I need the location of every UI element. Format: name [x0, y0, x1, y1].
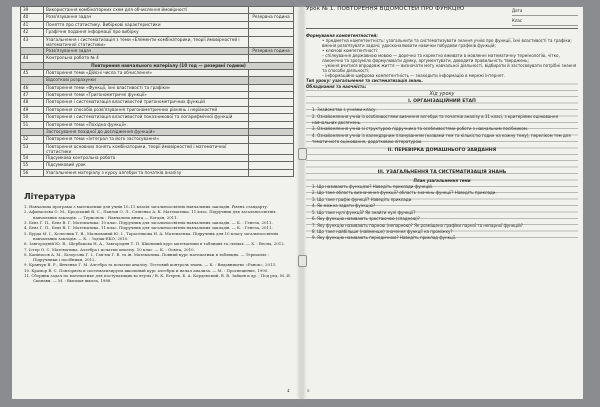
row-note	[249, 114, 294, 121]
row-number: 50	[21, 114, 44, 121]
class-field: Клас	[512, 16, 578, 26]
row-note	[249, 162, 294, 169]
row-note	[249, 129, 294, 136]
row-topic: Контрольна робота № 4	[44, 55, 249, 62]
table-row	[21, 99, 294, 106]
row-number: 54	[21, 155, 44, 162]
row-topic: Повторення теми «Функції, їхні властивості та графіки»	[44, 84, 249, 91]
row-number	[21, 129, 44, 136]
table-row	[21, 62, 294, 69]
page-number-right: 5	[307, 388, 310, 393]
table-row	[21, 136, 294, 143]
competence-line: – інформаційно-цифрова компетентність — знаходити інформацію в мережі Інтернет.	[322, 73, 506, 78]
table-row	[21, 55, 294, 62]
row-number: 56	[21, 169, 44, 176]
literature-item: 8. Капіносов А. М., Білоусова Г. І., Гап'юк Г. В. та ін. Математика. Повний курс математики в таблицях. — Тернопіль : Підручники і посібники, 2012.	[24, 251, 270, 263]
row-topic: Підсумковий урок	[44, 162, 249, 169]
section-heading-homework: II. ПЕРЕВІРКА ДОМАШНЬОГО ЗАВДАННЯ	[387, 147, 497, 153]
literature-heading: Література	[24, 192, 76, 202]
row-number	[21, 77, 44, 84]
plan-question: 1. Що називають функцією? Наведіть приклади функцій.	[312, 184, 434, 190]
row-note: Резервна година	[249, 47, 294, 54]
row-topic: Повторення способів розв'язування тригонометричних рівнянь і нерівностей	[44, 106, 249, 113]
row-number: 45	[21, 69, 44, 76]
table-row	[21, 155, 294, 162]
row-topic: Поняття про статистику. Вибіркові характеристики	[44, 21, 249, 28]
row-number: 48	[21, 99, 44, 106]
table-row	[21, 121, 294, 128]
lesson-plan-table	[20, 6, 294, 177]
table-row	[21, 129, 294, 136]
row-topic: Розв'язування задач	[44, 14, 249, 21]
row-note	[249, 106, 294, 113]
literature-item: 4. Бевз Г. П., Бевз В. Г. Математика. 11 клас. Підручник для загальноосвітніх навчальних закладів. — К. : Генеза, 2011.	[24, 225, 273, 231]
plan-question: 8. Що таке найбільше (найменше) значення функції на проміжку?	[312, 228, 453, 234]
table-row	[21, 106, 294, 113]
row-number: 51	[21, 121, 44, 128]
row-note	[249, 36, 294, 47]
row-number: 49	[21, 106, 44, 113]
plan-question: 9. Яку функцію називають періодичною? Наведіть приклад функції.	[312, 235, 457, 241]
row-number: 44	[21, 55, 44, 62]
competences-heading: Формування компетентностей:	[306, 33, 378, 38]
row-topic: Графічне подання інформації про вибірку	[44, 29, 249, 36]
table-row	[21, 14, 294, 21]
row-note	[249, 7, 294, 14]
table-row	[21, 84, 294, 91]
lesson-body	[306, 78, 578, 242]
row-topic: Розв'язування задач	[44, 47, 249, 54]
row-note	[249, 136, 294, 143]
row-topic: Повторення теми «Дійсні числа та обчислення»	[44, 69, 249, 76]
plan-question: 4. Як можна задати функцію?	[312, 203, 376, 209]
right-page	[306, 6, 578, 394]
row-note	[249, 92, 294, 99]
plan-question: 2. Що таке область визначення функції? область значень функції? Наведіть приклади.	[312, 190, 497, 196]
plan-question: 5. Що таке нулі функції? Як знайти нулі функції?	[312, 209, 416, 215]
row-note	[249, 84, 294, 91]
org-step: 2. Ознайомлення учнів із особливостями вивчення алгебри та початків аналізу в 11 класі, з критеріями оцінювання навчальних досягнень.	[312, 113, 558, 126]
literature-item: 10. Крамор В. С. Повторяем и систематизируем школьный курс алгебры и начал анализа. — М. : Просвещение, 1990.	[24, 267, 269, 273]
row-topic: Застосування похідної до дослідження функцій»	[44, 129, 249, 136]
literature-item: 6. Завгородній Ю. В., Щербакова Н. А., Завгородня Т. П. Шкільний курс математики в таблицях та схемах. — Х. : Весна, 2012.	[24, 241, 285, 247]
row-number: 55	[21, 162, 44, 169]
row-number: 46	[21, 84, 44, 91]
row-topic: Повторення основних понять комбінаторики, теорії ймовірностей і математичної статистики	[44, 143, 249, 154]
table-row	[21, 77, 294, 84]
row-number	[21, 47, 44, 54]
plan-question: 7. Яку функцію називають парною (непарною)? Як розміщено графіки парної та непарної функцій?	[312, 222, 523, 228]
lesson-meta	[512, 6, 578, 26]
row-note	[249, 99, 294, 106]
row-number	[21, 62, 44, 69]
row-note	[249, 121, 294, 128]
table-row	[21, 7, 294, 14]
table-row	[21, 92, 294, 99]
competence-line: • ключові компетентності:	[322, 48, 379, 53]
course-heading: Хід уроку	[429, 90, 455, 97]
plan-questions	[306, 184, 578, 242]
row-topic: Повторення теми «Похідна функції».	[44, 121, 249, 128]
table-row	[21, 114, 294, 121]
row-number: 47	[21, 92, 44, 99]
literature-item: 9. Кравчук В. Р., Янченко Г. М. Алгебра та початки аналізу. Тестовий контроль знань. — К. : Видавництво «Ранок», 2013.	[24, 262, 277, 268]
row-topic: Узагальнення і систематизація з теми «Елементи комбінаторики, теорії ймовірностей і математичної статистики»	[44, 36, 249, 47]
row-note: Резервна година	[249, 14, 294, 21]
literature-list	[24, 204, 294, 283]
org-step: 1. Знайомство з учнями класу.	[312, 107, 377, 113]
plan-question: 6. Яку функцію називають зростаючою (спадною)?	[312, 216, 420, 222]
competence-line: – спілкування державною мовою — доречно та коректно вживати в мовленні математичну термінологію, чітко, лаконічно та зрозуміло формулювати думку, аргументувати, доводити правильність тверджень;	[322, 53, 560, 63]
row-topic: Використання комбінаторних схем для обчислення ймовірності	[44, 7, 249, 14]
section-heading-org: I. ОРГАНІЗАЦІЙНИЙ ЕТАП	[408, 99, 476, 105]
row-note	[249, 169, 294, 176]
row-number: 52	[21, 136, 44, 143]
row-number: 43	[21, 36, 44, 47]
row-note	[249, 143, 294, 154]
row-topic: Повторення і систематизація властивостей показникової та логарифмічної функцій	[44, 114, 249, 121]
row-number: 39	[21, 7, 44, 14]
row-topic: Повторення навчального матеріалу (10 год — резервні години)	[44, 62, 294, 69]
competence-line: • предметна компетентність: узагальнити та систематизувати знання учнів про функції, їхні властивості та графіки; вміння розв'язувати задачі; удосконалювати навички побудови графіків функцій;	[322, 38, 572, 48]
row-topic: Повторення теми «Інтеграл та його застосування»	[44, 136, 249, 143]
lesson-header	[306, 6, 578, 29]
literature-item: 3. Бевз Г. П., Бевз В. Г. Математика. 10 клас. Підручник для загальноосвітніх навчальних закладів. — К. : Генеза, 2011.	[24, 220, 273, 226]
literature-item: 11. Сборник задач по математике для поступающих во втузы / В. К. Егерев, Б. А. Кордемский, В. В. Зайцев и др. ; Под ред. М. И. Сканави. — М. : Высшая школа, 1988.	[24, 273, 292, 284]
table-row	[21, 169, 294, 176]
org-step: 3. Ознайомлення учнів зі структурою підручника та особливостями роботи з навчальним посібником.	[312, 126, 529, 132]
row-note	[249, 29, 294, 36]
date-field: Дата	[512, 6, 578, 16]
literature-item: 2. Афанасьєва О. М., Бродський Я. С., Павлов О. Л., Сліпенко А. К. Математика. 11 клас. Підручник для загальноосвітніх навчальних закладів. — Тернопіль : Навчальна книга — Богдан, 2011.	[24, 209, 276, 220]
lesson-type: Тип уроку: узагальнення та систематизація знань.	[306, 78, 424, 83]
left-page	[20, 6, 294, 394]
row-topic: Відсоткові розрахунки	[44, 77, 249, 84]
plan-heading: План узагальнення теми	[413, 177, 471, 183]
section-heading-summary: III. УЗАГАЛЬНЕННЯ ТА СИСТЕМАТИЗАЦІЯ ЗНАНЬ	[377, 169, 507, 175]
competence-line: – уміння вчитися впродовж життя — визначати мету навчальної діяльності, відбирати й застосовувати потрібні знання та способи діяльності;	[322, 63, 577, 73]
literature-item: 7. Істер О. С. Математика. Алгебра і початки аналізу. 10 клас. — К. : Освіта, 2010.	[24, 246, 195, 252]
row-number: 41	[21, 21, 44, 28]
table-row	[21, 21, 294, 28]
page-number-left: 4	[287, 388, 290, 393]
table-row	[21, 69, 294, 76]
table-row	[21, 47, 294, 54]
table-row	[21, 36, 294, 47]
row-topic: Повторення і систематизація властивостей тригонометричних функцій	[44, 99, 249, 106]
row-number: 40	[21, 14, 44, 21]
competences-block	[306, 33, 578, 78]
table-row	[21, 162, 294, 169]
row-topic: Узагальнення матеріалу з курсу алгебри та початків аналізу	[44, 169, 249, 176]
org-steps	[306, 107, 578, 145]
row-note	[249, 155, 294, 162]
equipment-label: Обладнання та наочність:	[306, 84, 367, 90]
literature-item: 5. Бурда М. І., Колесник Т. В., Мальований Ю. І., Тарасенкова Н. А. Математика. Підручник для 10 класу загальноосвітніх навчальних закладів. — К. : Зодіак-ЕКО, 2010.	[24, 230, 279, 241]
row-note	[249, 69, 294, 76]
row-number: 42	[21, 29, 44, 36]
table-row	[21, 29, 294, 36]
table-row	[21, 143, 294, 154]
row-topic: Повторення теми «Тригонометричні функції»	[44, 92, 249, 99]
literature-item: 1. Навчальна програма з математики для учнів 10–11 класів загальноосвітніх навчальних закладів. Рівень стандарту.	[24, 204, 268, 210]
book-gutter	[300, 7, 303, 399]
org-step: 4. Ознайомлення учнів із календарним плануванням (назвами тем та кількістю годин на кожну тему), переліком тем для тематичного оцінювання, додатковою літературою.	[312, 132, 571, 145]
lesson-title: Урок № 1. ПОВТОРЕННЯ ВІДОМОСТЕЙ ПРО ФУНКЦІЮ	[306, 6, 465, 12]
plan-question: 3. Що таке графік функції? Наведіть приклади.	[312, 196, 413, 202]
row-note	[249, 55, 294, 62]
row-topic: Підсумкова контрольна робота	[44, 155, 249, 162]
row-number: 53	[21, 143, 44, 154]
row-note	[249, 77, 294, 84]
row-note	[249, 21, 294, 28]
